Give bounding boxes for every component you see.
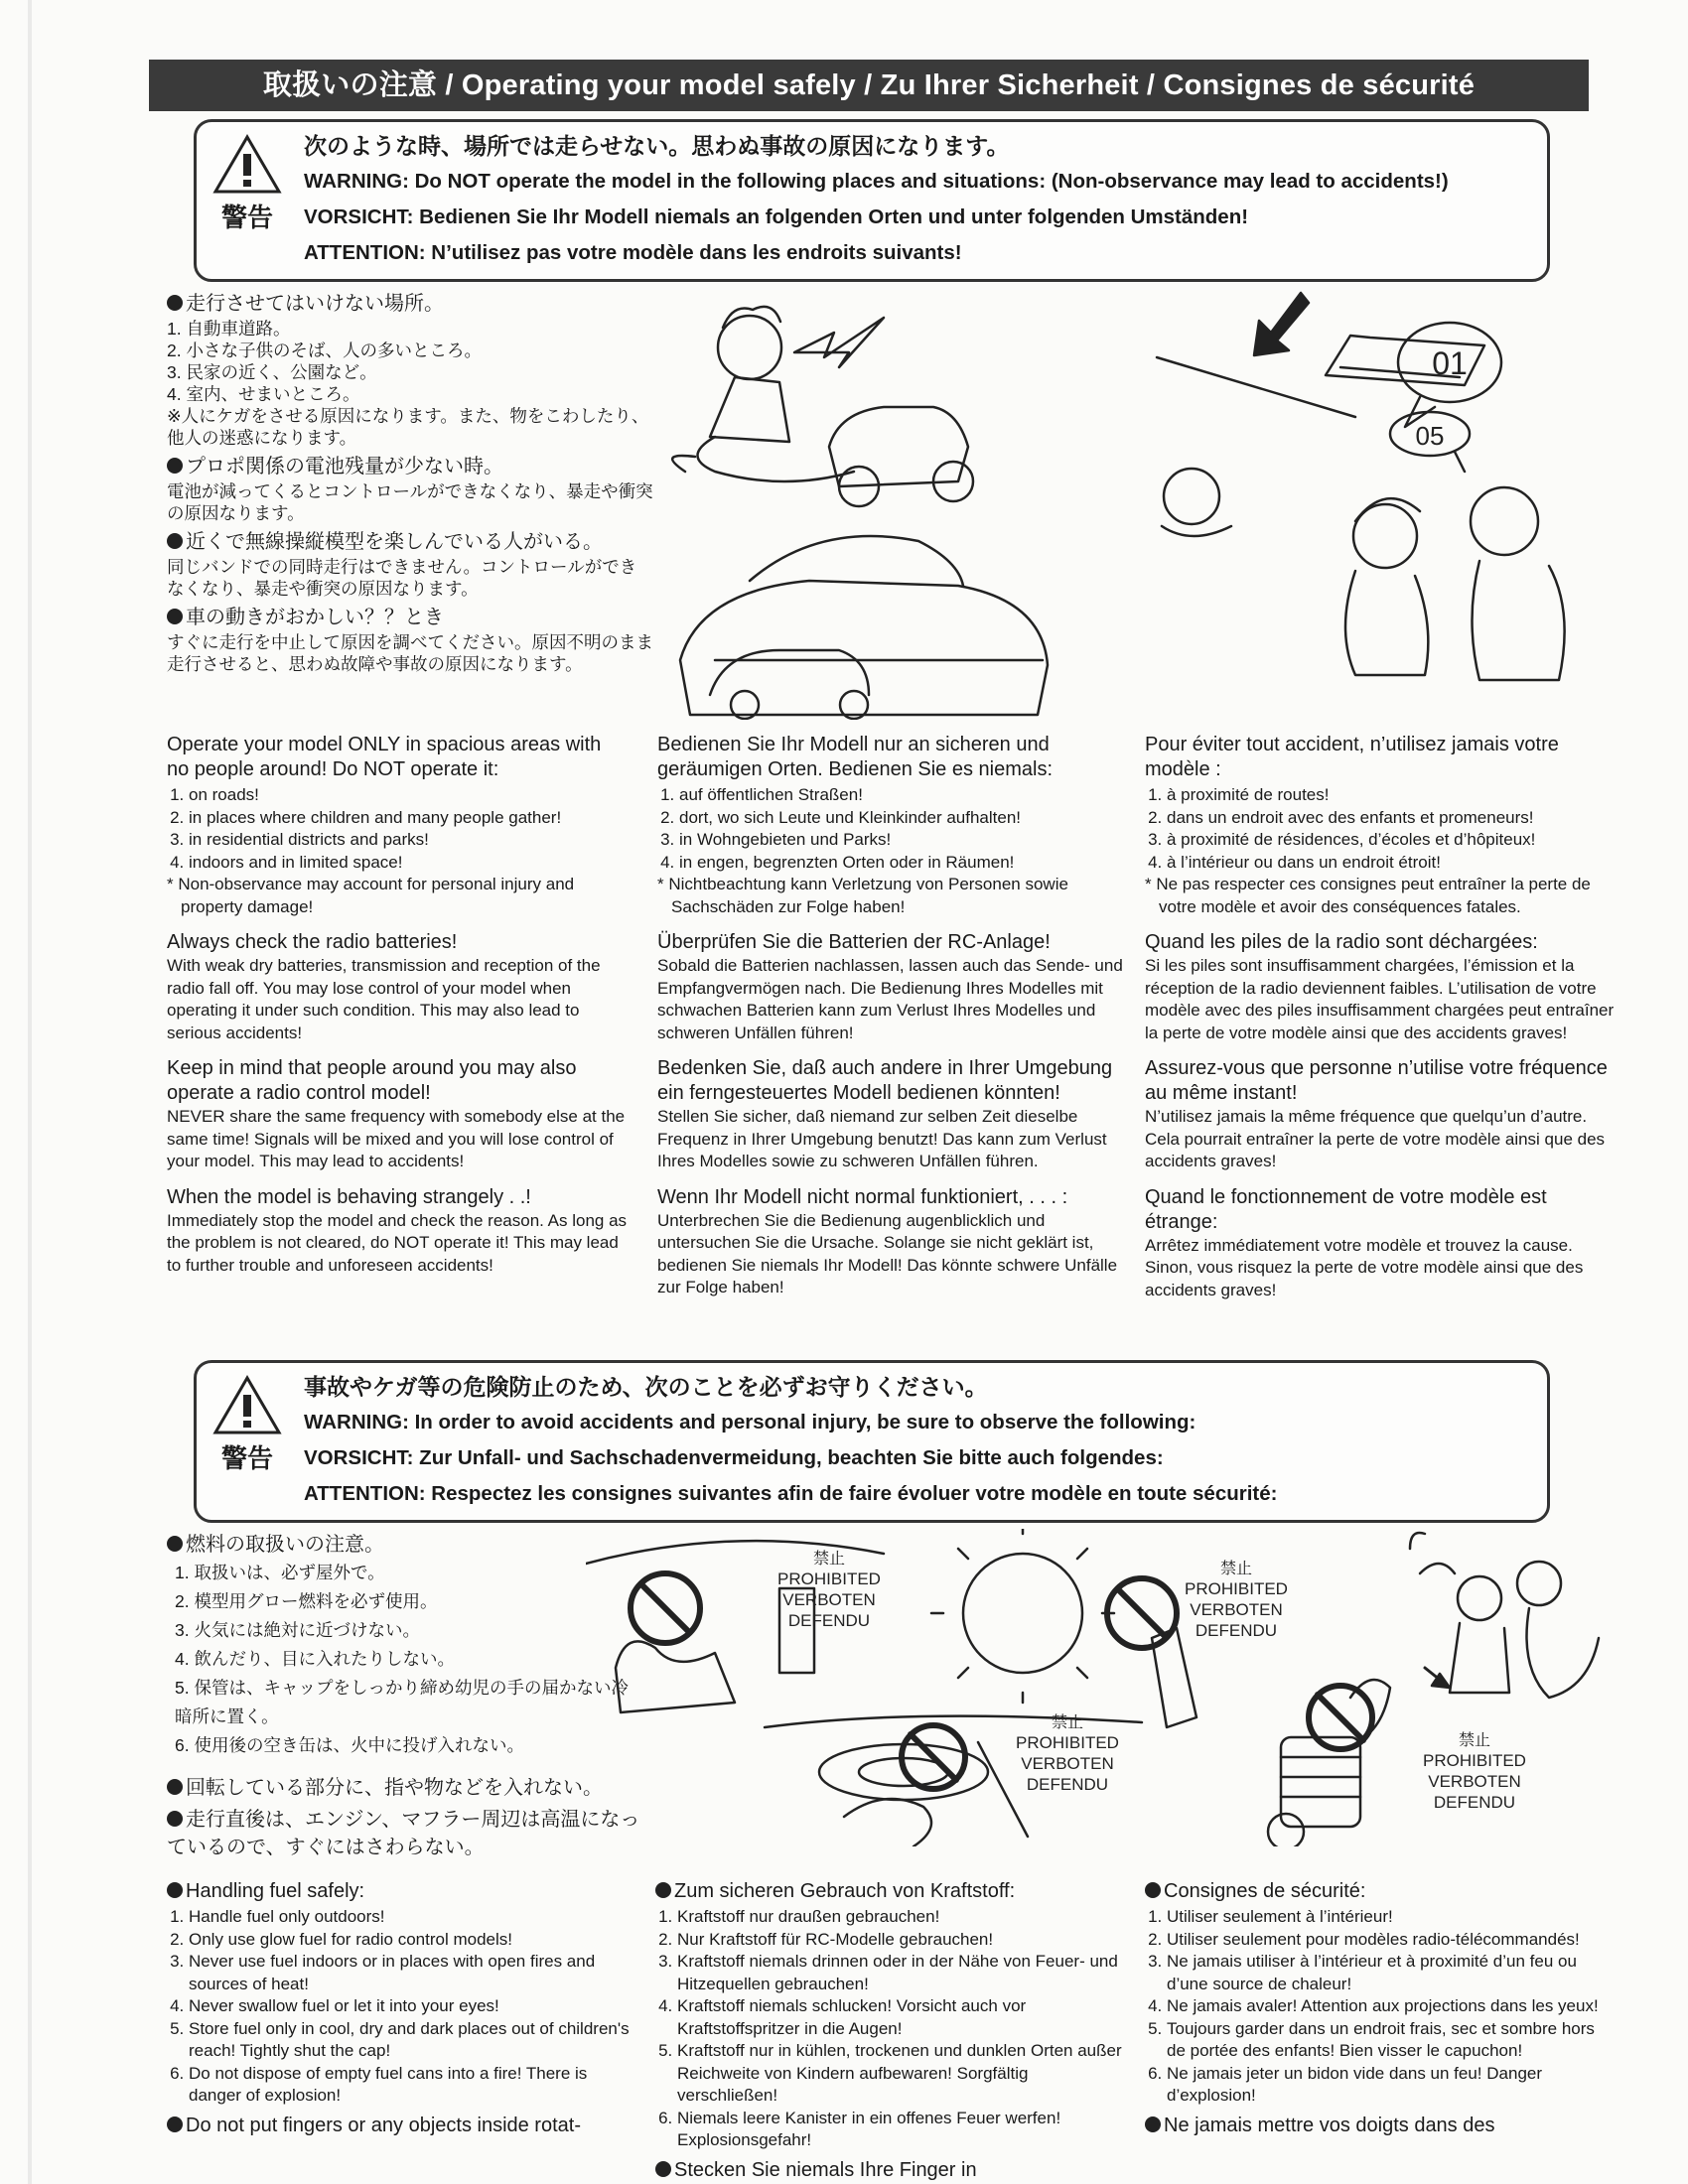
en-item: 2. Only use glow fuel for radio control models! [189, 1929, 633, 1952]
en-heading-frequency: Keep in mind that people around you may also operate a radio control model! [167, 1057, 577, 1104]
jp-item: 6. 使用後の空き缶は、火中に投げ入れない。 [175, 1735, 524, 1755]
de-item: 2. dort, wo sich Leute und Kleinkinder aufhalten! [679, 807, 1124, 830]
jp-heading-frequency: 近くで無線操縦模型を楽しんでいる人がいる。 [167, 528, 653, 556]
fr-intro: Pour éviter tout accident, n’utilisez jamais votre modèle : [1145, 734, 1559, 780]
warning-fr: ATTENTION: N’utilisez pas votre modèle dans les endroits suivants! [304, 241, 962, 264]
warning-box-1 [194, 119, 1550, 282]
prohibited-label-stove [1016, 1712, 1119, 1794]
de-item: 5. Kraftstoff nur in kühlen, trockenen und dunklen Orten außer Reichweite von Kindern aufbewaren! Sorgfältig verschließen! [677, 2040, 1127, 2108]
de-heading-strange: Wenn Ihr Modell nicht normal funktioniert, . . . : [657, 1185, 1068, 1208]
page-title: 取扱いの注意 / Operating your model safely / Zu Ihrer Sicherheit / Consignes de sécurité [262, 69, 1476, 101]
svg-text:DEFENDU: DEFENDU [1026, 1775, 1109, 1794]
svg-text:PROHIBITED: PROHIBITED [1423, 1751, 1526, 1770]
de-column-2 [655, 1879, 1127, 2183]
warning-icon-block [212, 134, 282, 234]
jp-note: ※人にケガをさせる原因になります。また、物をこわしたり、他人の迷惑になります。 [167, 406, 649, 448]
svg-text:禁止: 禁止 [1458, 1730, 1491, 1749]
en-item: 1. on roads! [189, 784, 629, 807]
jp-heading-places: 走行させてはいけない場所。 [167, 290, 653, 318]
en-column-1 [167, 733, 629, 1277]
fr-item: 4. à l’intérieur ou dans un endroit étroit! [1167, 852, 1617, 875]
jp-item: 1. 自動車道路。 [167, 319, 291, 339]
jp-heading-rotating: 回転している部分に、指や物などを入れない。 [167, 1774, 643, 1802]
jp-item: 2. 小さな子供のそば、人の多いところ。 [167, 341, 482, 360]
de-item: 3. in Wohngebieten und Parks! [679, 829, 1124, 852]
warning-de: VORSICHT: Zur Unfall- und Sachschadenvermeidung, beachten Sie bitte auch folgendes: [304, 1446, 1164, 1469]
de-paragraph: Sobald die Batterien nachlassen, lassen auch das Sende- und Empfangvermögen nach. Die Bedienung Ihres Modelles mit schwachen Batterien kann zum Verlust Ihres Modelles und schweren Unfällen führen! [657, 956, 1123, 1042]
illustration-prohibited-scenes [586, 1529, 1609, 1846]
en-item: 4. Never swallow fuel or let it into your eyes! [189, 1995, 633, 2018]
svg-text:禁止: 禁止 [1219, 1559, 1253, 1577]
fr-item: 5. Toujours garder dans un endroit frais, sec et sombre hors de portée des enfants! Bien visser le capuchon! [1167, 2018, 1617, 2063]
fr-item: 3. Ne jamais utiliser à l’intérieur et à proximité d’un feu ou d’une source de chaleur! [1167, 1951, 1617, 1995]
warning-fr: ATTENTION: Respectez les consignes suivantes afin de faire évoluer votre modèle en toute sécurité: [304, 1482, 1278, 1505]
jp-paragraph: すぐに走行を中止して原因を調べてください。原因不明のまま走行させると、思わぬ故障や事故の原因になります。 [167, 632, 653, 674]
svg-text:DEFENDU: DEFENDU [787, 1611, 871, 1630]
svg-text:VERBOTEN: VERBOTEN [1190, 1600, 1283, 1619]
fr-column-1 [1145, 733, 1617, 1301]
de-column-1 [657, 733, 1124, 1299]
warning-en: WARNING: In order to avoid accidents and personal injury, be sure to observe the following: [304, 1411, 1196, 1433]
jp-item: 4. 飲んだり、目に入れたりしない。 [175, 1649, 455, 1669]
de-item: 1. Kraftstoff nur draußen gebrauchen! [677, 1906, 1127, 1929]
jp-paragraph: 電池が減ってくるとコントロールができなくなり、暴走や衝突の原因なります。 [167, 481, 653, 523]
jp-item: 2. 模型用グロー燃料を必ず使用。 [175, 1591, 438, 1611]
fr-column-2 [1145, 1879, 1617, 2138]
fr-item: 3. à proximité de résidences, d’écoles et d’hôpiteux! [1167, 829, 1617, 852]
en-column-2 [167, 1879, 633, 2138]
en-item: 3. in residential districts and parks! [189, 829, 629, 852]
de-item: 1. auf öffentlichen Straßen! [679, 784, 1124, 807]
svg-text:PROHIBITED: PROHIBITED [777, 1570, 881, 1588]
section-header-bar [149, 60, 1589, 111]
fr-heading-fuel: Consignes de sécurité: [1145, 1879, 1617, 1904]
fr-paragraph: Arrêtez immédiatement votre modèle et trouvez la cause. Sinon, vous risquez la perte de votre modèle ainsi que des accidents graves! [1145, 1235, 1584, 1299]
jp-heading-hot: 走行直後は、エンジン、マフラー周辺は高温になっているので、すぐにはさわらない。 [167, 1809, 640, 1858]
svg-text:DEFENDU: DEFENDU [1433, 1793, 1516, 1812]
de-item: 6. Niemals leere Kanister in ein offenes Feuer werfen! Explosionsgefahr! [677, 2108, 1127, 2152]
prohibited-label-sun [1185, 1559, 1288, 1640]
fr-heading-rotating: Ne jamais mettre vos doigts dans des [1145, 2114, 1617, 2138]
de-heading-batteries: Überprüfen Sie die Batterien der RC-Anlage! [657, 931, 1051, 953]
en-heading-batteries: Always check the radio batteries! [167, 931, 458, 953]
de-paragraph: Stellen Sie sicher, daß niemand zur selben Zeit dieselbe Frequenz in Ihrer Umgebung benutzt! Das kann zum Verlust Ihres Modelles sowie zu schweren Unfällen führen. [657, 1107, 1107, 1170]
fr-item: 6. Ne jamais jeter un bidon vide dans un feu! Danger d’explosion! [1167, 2063, 1617, 2108]
en-item: 5. Store fuel only in cool, dry and dark places out of children's reach! Tightly shut the cap! [189, 2018, 633, 2063]
svg-text:VERBOTEN: VERBOTEN [1021, 1754, 1114, 1773]
de-item: 4. Kraftstoff niemals schlucken! Vorsicht auch vor Kraftstoffspritzer in die Augen! [677, 1995, 1127, 2040]
svg-text:DEFENDU: DEFENDU [1195, 1621, 1278, 1640]
svg-text:VERBOTEN: VERBOTEN [1428, 1772, 1521, 1791]
fr-note: * Ne pas respecter ces consignes peut entraîner la perte de votre modèle et avoir des conséquences fatales. [1145, 875, 1591, 916]
fr-paragraph: Si les piles sont insuffisamment chargées, l’émission et la réception de la radio deviennent faibles. L’utilisation de votre modèle avec des piles insuffisamment chargées peut entraîner la perte de votre modèle ainsi que des accidents graves! [1145, 956, 1615, 1042]
fr-item: 2. Utiliser seulement pour modèles radio-télécommandés! [1167, 1929, 1617, 1952]
en-heading-strange: When the model is behaving strangely . .! [167, 1185, 531, 1208]
en-item: 3. Never use fuel indoors or in places with open fires and sources of heat! [189, 1951, 633, 1995]
en-paragraph: With weak dry batteries, transmission and reception of the radio fall off. You may lose control of your model when operating it under such condition. This may also lead to serious accidents! [167, 956, 601, 1042]
jp-item: 4. 室内、せまいところ。 [167, 384, 360, 404]
jp-heading-batteries: プロポ関係の電池残量が少ない時。 [167, 453, 653, 480]
de-item: 4. in engen, begrenzten Orten oder in Räumen! [679, 852, 1124, 875]
warning-kanji: 警告 [220, 203, 273, 232]
de-heading-rotating: Stecken Sie niemals Ihre Finger in [655, 2158, 1127, 2183]
jp-item: 3. 火気には絶対に近づけない。 [175, 1620, 420, 1640]
en-heading-rotating: Do not put fingers or any objects inside rotat- [167, 2114, 633, 2138]
svg-text:PROHIBITED: PROHIBITED [1016, 1733, 1119, 1752]
jp-section-1 [167, 286, 653, 675]
warning-box-2 [194, 1360, 1550, 1523]
fr-heading-strange: Quand le fonctionnement de votre modèle est étrange: [1145, 1185, 1547, 1233]
de-note: * Nichtbeachtung kann Verletzung von Personen sowie Sachschäden zur Folge haben! [657, 875, 1068, 916]
jp-heading-fuel: 燃料の取扱いの注意。 [167, 1531, 643, 1559]
fr-item: 1. Utiliser seulement à l’intérieur! [1167, 1906, 1617, 1929]
de-paragraph: Unterbrechen Sie die Bedienung augenblicklich und untersuchen Sie die Ursache. Solange sie nicht geklärt ist, bedienen Sie niemals Ihr Modell! Das könnte schwere Unfälle zur Folge haben! [657, 1210, 1118, 1297]
fr-paragraph: N’utilisez jamais la même fréquence que quelqu’un d’autre. Cela pourrait entraîner la perte de votre modèle ainsi que des accidents graves! [1145, 1107, 1606, 1170]
jp-section-2 [167, 1527, 643, 1861]
warning-jp: 事故やケガ等の危険防止のため、次のことを必ずお守りください。 [304, 1374, 988, 1400]
jp-item: 3. 民家の近く、公園など。 [167, 362, 377, 382]
en-heading-fuel: Handling fuel safely: [167, 1879, 633, 1904]
fr-item: 2. dans un endroit avec des enfants et promeneurs! [1167, 807, 1617, 830]
fr-heading-batteries: Quand les piles de la radio sont déchargées: [1145, 931, 1538, 953]
warning-text-lines [304, 128, 1537, 271]
en-item: 4. indoors and in limited space! [189, 852, 629, 875]
svg-text:PROHIBITED: PROHIBITED [1185, 1579, 1288, 1598]
speech-bubble-number-1: 01 [1432, 345, 1468, 381]
en-note: * Non-observance may account for personal injury and property damage! [167, 875, 575, 916]
fr-item: 1. à proximité de routes! [1167, 784, 1617, 807]
svg-text:禁止: 禁止 [812, 1549, 846, 1568]
en-intro: Operate your model ONLY in spacious areas with no people around! Do NOT operate it: [167, 734, 602, 780]
en-paragraph: Immediately stop the model and check the reason. As long as the problem is not cleared, do NOT operate it! This may lead to further trouble and unforeseen accidents! [167, 1210, 628, 1275]
scan-edge [28, 0, 32, 2184]
warning-text-lines [304, 1369, 1537, 1512]
svg-text:禁止: 禁止 [1051, 1712, 1084, 1731]
illustration-unsafe-places [655, 283, 1589, 720]
en-paragraph: NEVER share the same frequency with somebody else at the same time! Signals will be mixed and you will lose control of your model. This may lead to accidents! [167, 1107, 626, 1170]
fr-item: 4. Ne jamais avaler! Attention aux projections dans les yeux! [1167, 1995, 1617, 2018]
warning-triangle-icon [212, 1375, 282, 1436]
warning-de: VORSICHT: Bedienen Sie Ihr Modell niemals an folgenden Orten und unter folgenden Umständen! [304, 205, 1249, 228]
speech-bubble-number-2: 05 [1415, 421, 1445, 451]
de-item: 3. Kraftstoff niemals drinnen oder in der Nähe von Feuer- und Hitzequellen gebrauchen! [677, 1951, 1127, 1995]
de-item: 2. Nur Kraftstoff für RC-Modelle gebrauchen! [677, 1929, 1127, 1952]
jp-heading-strange: 車の動きがおかしい？？とき [167, 604, 653, 631]
jp-item: 1. 取扱いは、必ず屋外で。 [175, 1563, 385, 1582]
en-item: 1. Handle fuel only outdoors! [189, 1906, 633, 1929]
en-item: 6. Do not dispose of empty fuel cans into a fire! There is danger of explosion! [189, 2063, 633, 2108]
boy-head [718, 316, 781, 379]
prohibited-label-engine [1423, 1730, 1526, 1812]
warning-jp: 次のような時、場所では走らせない。思わぬ事故の原因になります。 [304, 133, 1010, 159]
de-intro: Bedienen Sie Ihr Modell nur an sicheren und geräumigen Orten. Bedienen Sie es niemals: [657, 734, 1054, 780]
de-heading-fuel: Zum sicheren Gebrauch von Kraftstoff: [655, 1879, 1127, 1904]
de-heading-frequency: Bedenken Sie, daß auch andere in Ihrer Umgebung ein ferngesteuertes Modell bedienen könnten! [657, 1057, 1113, 1104]
warning-kanji: 警告 [220, 1443, 273, 1473]
warning-en: WARNING: Do NOT operate the model in the following places and situations: (Non-observance may lead to accidents!) [304, 170, 1449, 193]
fr-heading-frequency: Assurez-vous que personne n’utilise votre fréquence au même instant! [1145, 1057, 1608, 1104]
en-item: 2. in places where children and many people gather! [189, 807, 629, 830]
warning-triangle-icon [212, 134, 282, 196]
jp-paragraph: 同じバンドでの同時走行はできません。コントロールができなくなり、暴走や衝突の原因なります。 [167, 557, 637, 599]
warning-icon-block [212, 1375, 282, 1475]
svg-text:VERBOTEN: VERBOTEN [782, 1590, 876, 1609]
jp-item: 5. 保管は、キャップをしっかり締め幼児の手の届かない冷暗所に置く。 [175, 1678, 629, 1726]
